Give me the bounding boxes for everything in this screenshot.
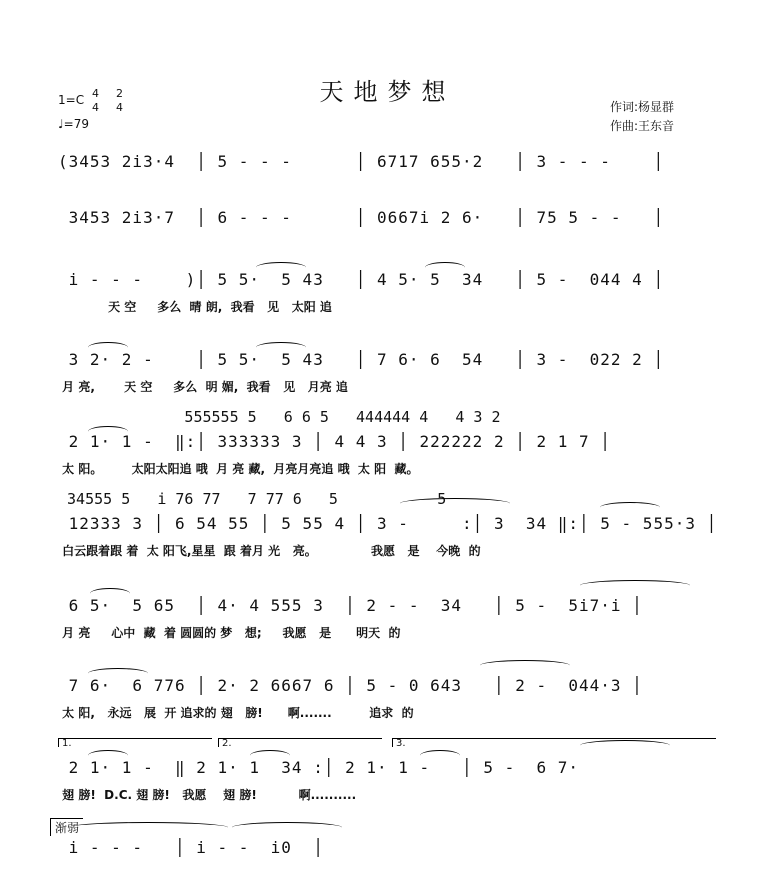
slur [580,580,690,591]
slur [480,660,570,671]
composer-credit: 作曲:王东音 [610,119,675,133]
slur [256,262,306,273]
lyrics: 月 亮, 天 空 多么 明 媚, 我看 见 月亮 追 [58,380,348,394]
volta-3: 3. [392,738,716,747]
upper-notes: 555555 5 6 6 5 444444 4 4 3 2 [58,408,501,426]
slur [90,588,130,599]
notes: 6 5· 5 65 │ 4· 4 555 3 │ 2 - - 34 │ 5 - 5i7·i │ [58,596,643,615]
notes: i - - - │ i - - i0 │ [58,838,324,857]
lyricist-credit: 作词:杨显群 [610,100,675,114]
slur [420,750,460,761]
upper-notes: 34555 5 i 76 77 7 77 6 5 5 [58,490,447,508]
lyrics: 翅 膀! D.C. 翅 膀! 我愿 翅 膀! 啊.......... [58,788,357,802]
quarter-note-icon: ♩ [58,117,64,131]
notes: 7 6· 6 776 │ 2· 2 6667 6 │ 5 - 0 643 │ 2 - 044·3 │ [58,676,643,695]
slur [425,262,465,273]
volta-2: 2. [218,738,382,747]
lyrics: 太 阳。 太阳太阳追 哦 月 亮 藏, 月亮月亮追 哦 太 阳 藏。 [58,462,419,476]
lyrics: 太 阳, 永远 展 开 追求的 翅 膀! 啊....... 追求 的 [58,706,414,720]
notes: 3 2· 2 - │ 5 5· 5 43 │ 7 6· 6 54 │ 3 - 022 2 │ [58,350,665,369]
key-signature: 1=C [58,93,85,107]
tempo-marking: ♩=79 [58,117,89,131]
slur [250,750,290,761]
notes: 3453 2i3·7 │ 6 - - - │ 0667i 2 6· │ 75 5 - - │ [58,208,665,227]
notes: 2 1· 1 - ‖ 2 1· 1 34 :│ 2 1· 1 - │ 5 - 6 7· [58,758,601,777]
slur [88,750,128,761]
notes: 2 1· 1 - ‖:│ 333333 3 │ 4 4 3 │ 222222 2 │ 2 1 7 │ [58,432,611,451]
notes: (3453 2i3·4 │ 5 - - - │ 6717 655·2 │ 3 - - - │ [58,152,665,171]
time-signature-bottom-2: 4 [116,101,123,114]
volta-1: 1. [58,738,212,747]
slur [232,822,342,833]
lyrics: 天 空 多么 晴 朗, 我看 见 太阳 追 [58,300,332,314]
slur [88,342,128,353]
slur [256,342,306,353]
notes: i - - - )│ 5 5· 5 43 │ 4 5· 5 34 │ 5 - 044 4 │ [58,270,665,289]
time-signature-top-2: 2 [116,87,123,100]
slur [580,740,670,751]
slur [400,498,510,509]
lyrics: 月 亮 心中 藏 着 圆圆的 梦 想; 我愿 是 明天 的 [58,626,401,640]
notes: 12333 3 │ 6 54 55 │ 5 55 4 │ 3 - :│ 3 34 ‖:│ 5 - 555·3 │ [58,514,718,533]
slur [600,502,660,513]
time-signature-bottom-1: 4 [92,101,99,114]
slur [88,426,128,437]
page-title: 天地梦想 [319,78,456,106]
slur [88,668,148,679]
slur [68,822,228,833]
lyrics: 白云跟着跟 着 太 阳飞,星星 跟 着月 光 亮。 我愿 是 今晚 的 [58,544,481,558]
dynamic-marking: 渐弱 [50,818,83,836]
time-signature-top-1: 4 [92,87,99,100]
